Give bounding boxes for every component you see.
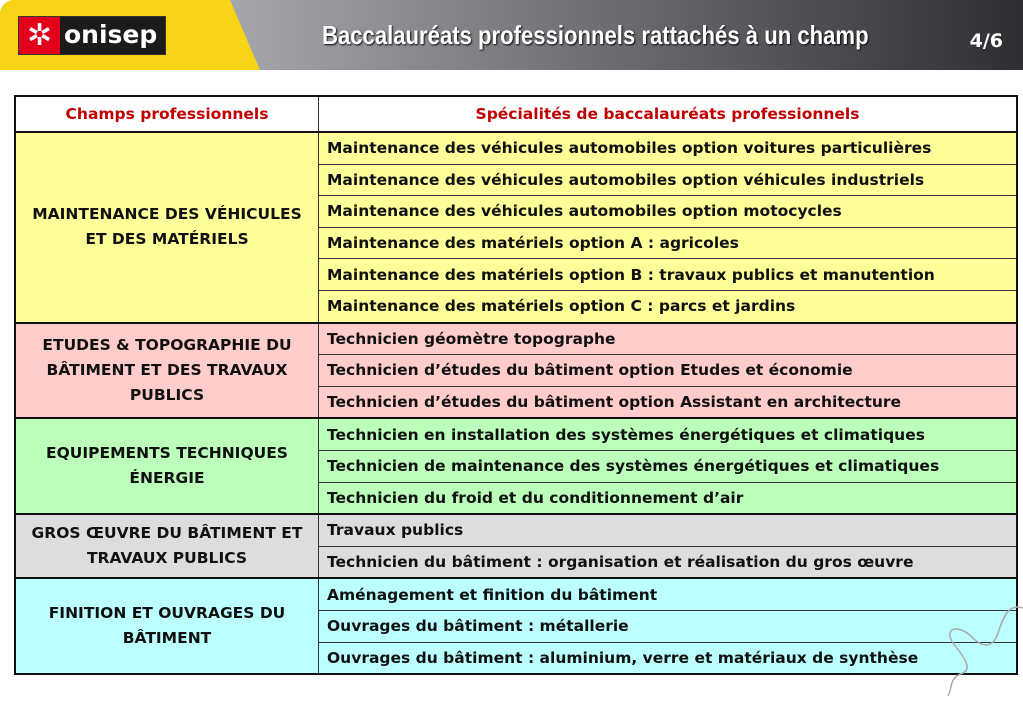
specialite-cell: Technicien de maintenance des systèmes énergétiques et climatiques <box>319 450 1018 482</box>
specialite-cell: Maintenance des matériels option A : agricoles <box>319 227 1018 259</box>
table-row <box>15 418 1017 450</box>
slide-header <box>0 0 1023 70</box>
specialite-cell: Technicien du bâtiment : organisation et réalisation du gros œuvre <box>319 546 1018 578</box>
header-champs: Champs professionnels <box>15 96 319 132</box>
asterisk-logo-icon: ✲ <box>19 17 60 54</box>
decorative-curve-icon <box>903 578 1023 708</box>
specialite-cell: Travaux publics <box>319 514 1018 546</box>
specialite-cell: Ouvrages du bâtiment : métallerie <box>319 610 1018 642</box>
table-row <box>15 323 1017 355</box>
onisep-logo[interactable] <box>18 16 166 55</box>
logo-text: onisep <box>60 17 165 54</box>
table-row <box>15 514 1017 546</box>
specialite-cell: Ouvrages du bâtiment : aluminium, verre et matériaux de synthèse <box>319 642 1018 674</box>
champ-cell: GROS ŒUVRE DU BÂTIMENT ET TRAVAUX PUBLICS <box>15 514 319 578</box>
specialite-cell: Aménagement et finition du bâtiment <box>319 578 1018 610</box>
specialite-cell: Technicien géomètre topographe <box>319 323 1018 355</box>
specialite-cell: Maintenance des véhicules automobiles option motocycles <box>319 196 1018 228</box>
specialite-cell: Maintenance des véhicules automobiles option voitures particulières <box>319 132 1018 164</box>
specialite-cell: Technicien en installation des systèmes énergétiques et climatiques <box>319 418 1018 450</box>
specialite-cell: Maintenance des véhicules automobiles option véhicules industriels <box>319 164 1018 196</box>
champ-cell: MAINTENANCE DES VÉHICULES ET DES MATÉRIELS <box>15 132 319 323</box>
slide-title: Baccalauréats professionnels rattachés à un champ <box>322 20 869 50</box>
specialites-table <box>14 95 1018 675</box>
specialite-cell: Maintenance des matériels option B : travaux publics et manutention <box>319 259 1018 291</box>
specialite-cell: Technicien d’études du bâtiment option Etudes et économie <box>319 355 1018 387</box>
table-row <box>15 132 1017 164</box>
specialite-cell: Technicien du froid et du conditionnement d’air <box>319 482 1018 514</box>
specialite-cell: Maintenance des matériels option C : parcs et jardins <box>319 290 1018 322</box>
champ-cell: FINITION ET OUVRAGES DU BÂTIMENT <box>15 578 319 674</box>
header-specialites: Spécialités de baccalauréats professionnels <box>319 96 1018 132</box>
champ-cell: ETUDES & TOPOGRAPHIE DU BÂTIMENT ET DES TRAVAUX PUBLICS <box>15 323 319 419</box>
champ-cell: EQUIPEMENTS TECHNIQUES ÉNERGIE <box>15 418 319 514</box>
specialite-cell: Technicien d’études du bâtiment option Assistant en architecture <box>319 386 1018 418</box>
page-number: 4/6 <box>969 30 1003 52</box>
table-row <box>15 578 1017 610</box>
